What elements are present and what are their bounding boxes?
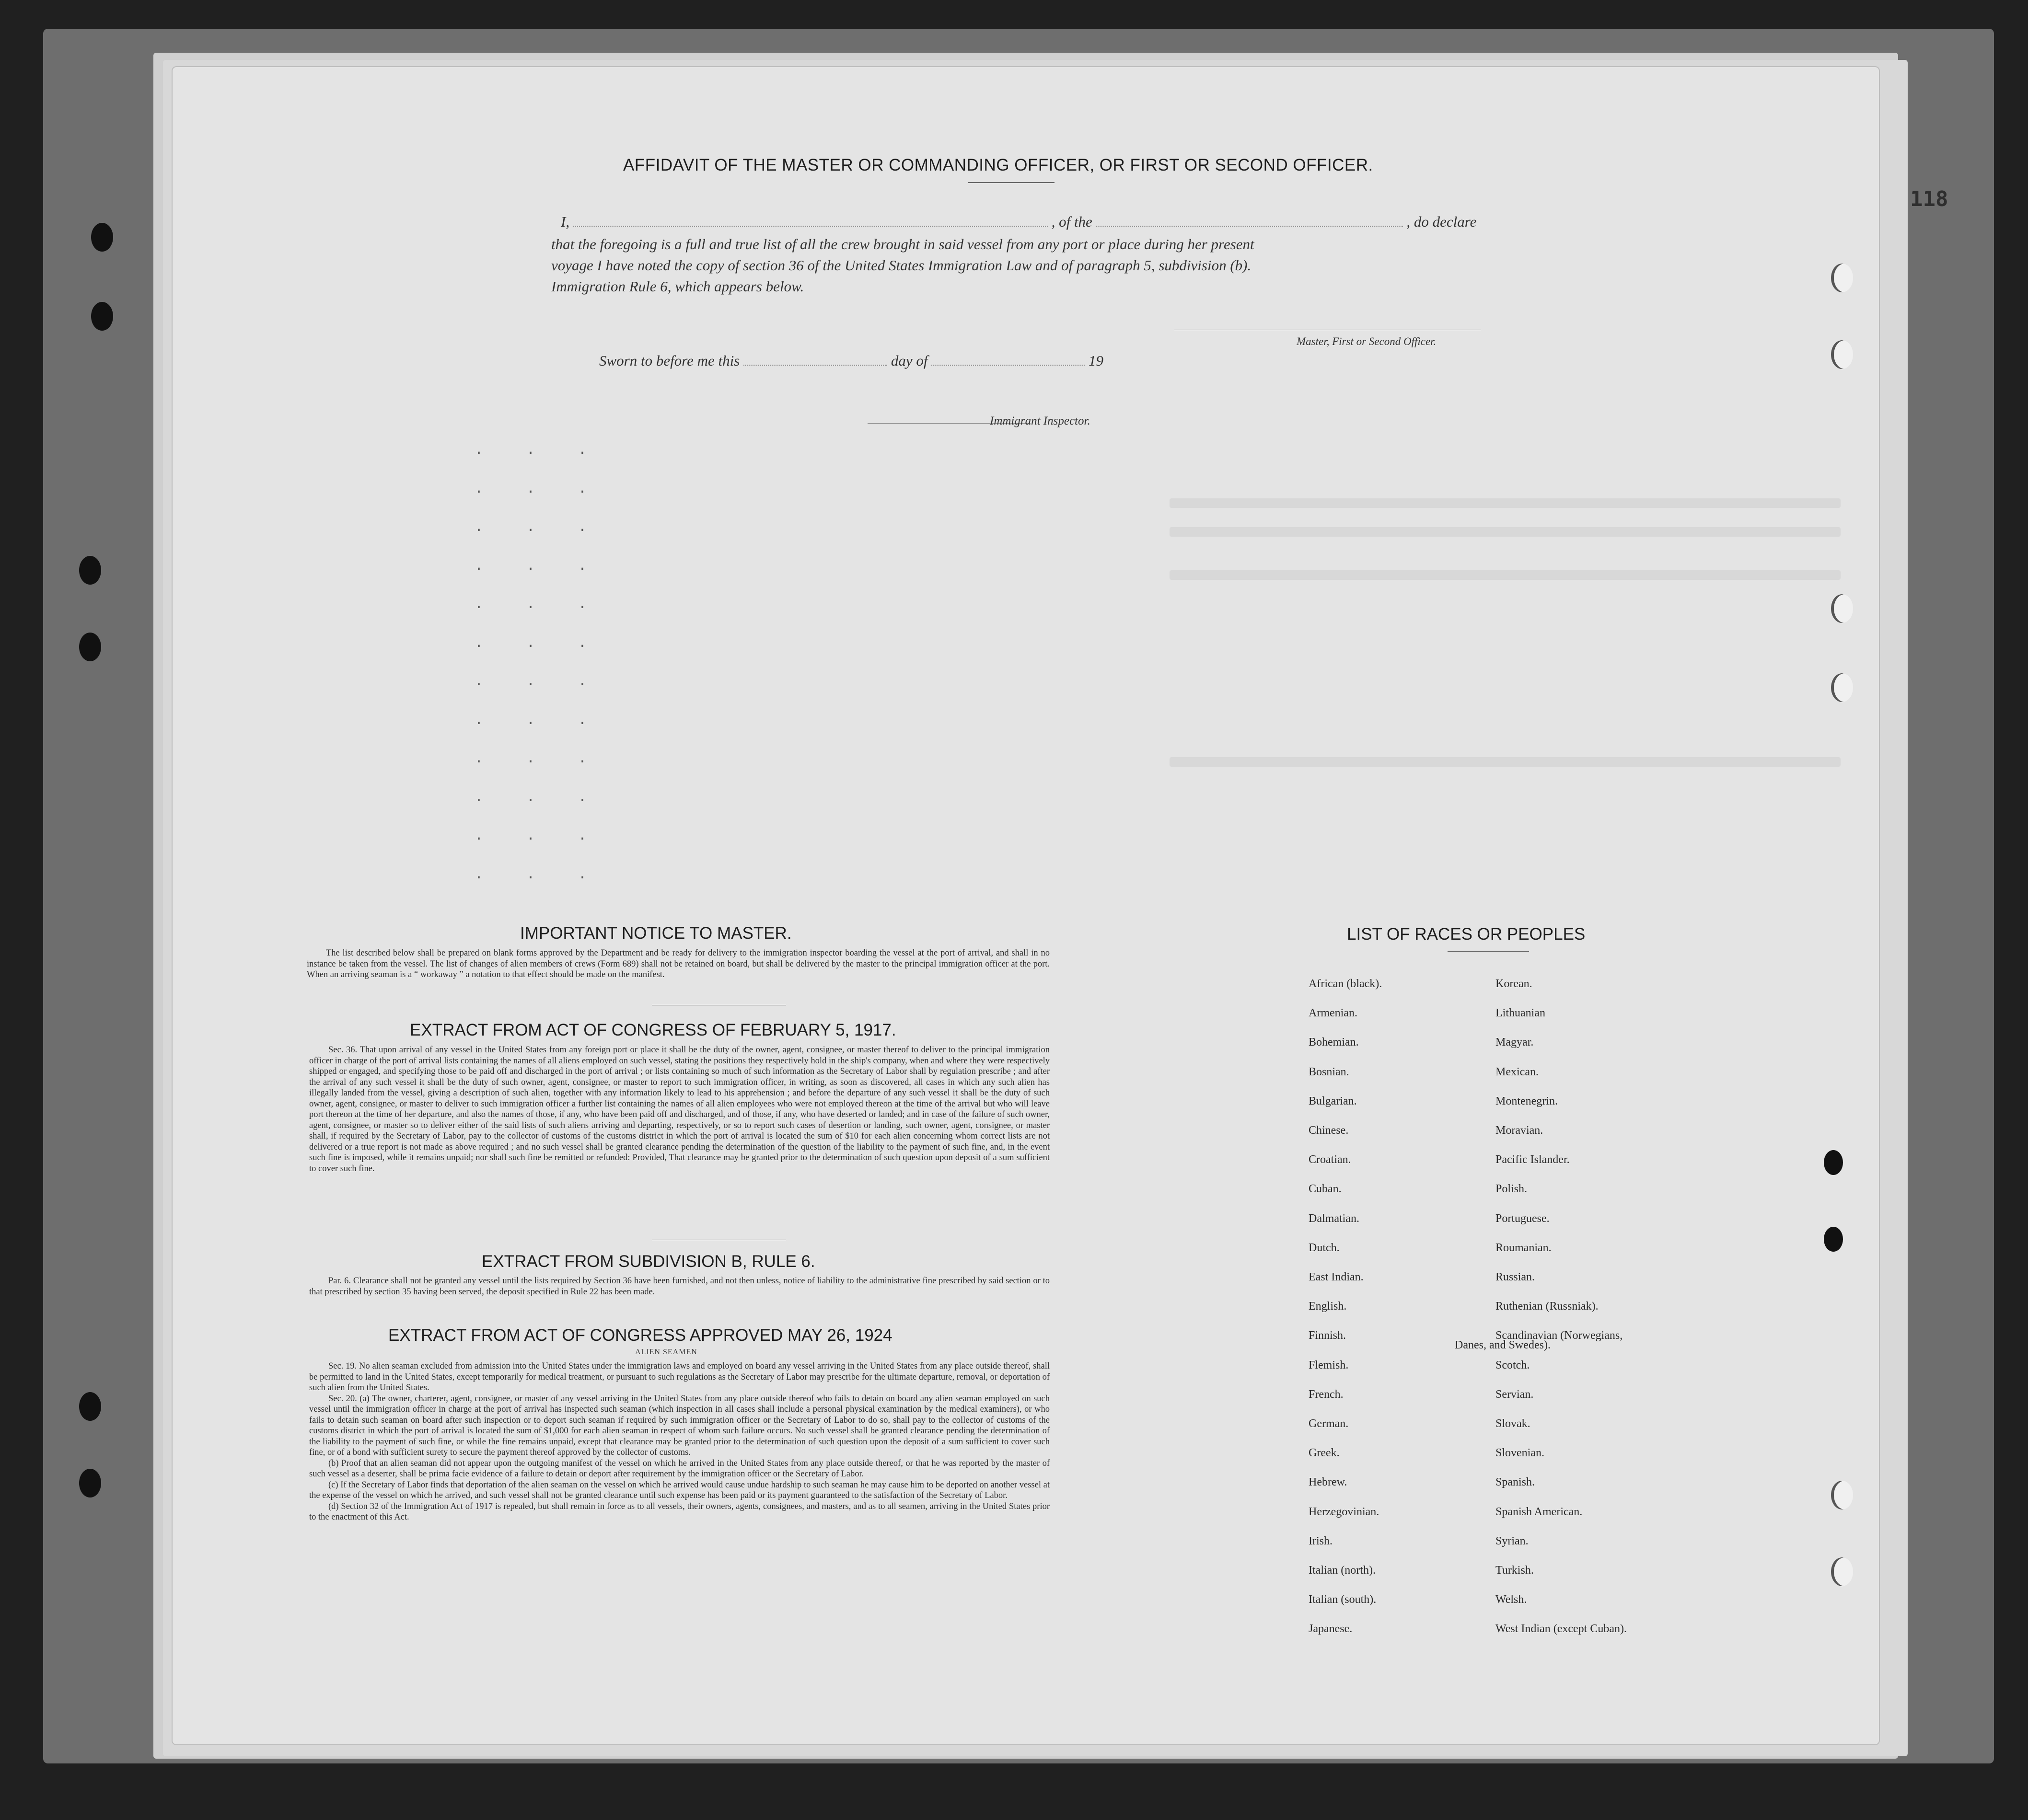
declaration-line-2: that the foregoing is a full and true list of all the crew brought in said vessel from any port or place during her present	[551, 236, 1254, 253]
race-item: Finnish.	[1309, 1329, 1346, 1342]
race-item: Herzegovinian.	[1309, 1505, 1379, 1518]
affidavit-title: AFFIDAVIT OF THE MASTER OR COMMANDING OFFICER, OR FIRST OR SECOND OFFICER.	[623, 156, 1373, 174]
race-item: Ruthenian (Russniak).	[1495, 1300, 1599, 1313]
races-title-rule	[1448, 951, 1529, 952]
sworn-line	[599, 352, 1103, 369]
race-item: German.	[1309, 1417, 1349, 1430]
notice-title: IMPORTANT NOTICE TO MASTER.	[520, 924, 792, 943]
extract-rule6-text	[309, 1276, 1050, 1297]
sec-36-paragraph: Sec. 36. That upon arrival of any vessel in the United States from any foreign port or place it shall be the duty of the owner, agent, consignee, or master thereof to deliver to the principal immigration officer in charge of the port of arrival lists containing the names of all aliens employed on such vessel, stating the positions they respectively hold in the ship's company, when and where they were respectively shipped or engaged, and specifying those to be paid off and discharged in the port of arrival ; or lists containing so much of such information as the Secretary of Labor shall by regulation prescribe ; and after the arrival of any such vessel it shall be the duty of such owner, agent, consignee, or master to report to such immigration officer, in writing, as soon as discovered, all cases in which any such alien has illegally landed from the vessel, giving a description of such alien, together with any information likely to lead to his apprehension ; and before the departure of any such vessel it shall be the duty of such owner, agent, consignee, or master to deliver to such immigration officer a further list containing the names of all alien employees who were not employed thereon at the time of the arrival but who will leave port thereon at the time of her departure, and also the names of those, if any, who have been paid off and discharged, and of those, if any, who have deserted or landed; and in case of the failure of such owner, agent, consignee, or master so to deliver either of the said lists of such aliens arriving and departing, respectively, or so to report such cases of desertion or landing, such owner, agent, consignee, or master shall, if required by the Secretary of Labor, pay to the collector of customs of the customs district in which the port of arrival is located the sum of $10 for each alien concerning whom correct lists are not delivered or a true report is not made as above required ; and no such vessel shall be granted clearance pending the determination of the question of the liability to the payment of such fine, and, in the event such fine is imposed, while it remains unpaid; nor shall such fine be remitted or refunded: Provided, That clearance may be granted prior to the determination of such question upon deposit of a sum sufficient to cover such fine.	[309, 1045, 1050, 1174]
race-item: Italian (south).	[1309, 1593, 1377, 1606]
sworn-text: Sworn to before me this	[599, 352, 740, 369]
binder-hole	[79, 1392, 101, 1421]
race-item: Russian.	[1495, 1271, 1535, 1283]
race-item: Montenegrin.	[1495, 1094, 1558, 1107]
extract-rule6-title: EXTRACT FROM SUBDIVISION B, RULE 6.	[482, 1252, 815, 1271]
race-item: Chinese.	[1309, 1124, 1349, 1137]
stamp-number-top-right: 118	[1910, 187, 1948, 211]
declaration-line-3: voyage I have noted the copy of section 36 of the United States Immigration Law and of paragraph 5, subdivision (b).	[551, 257, 1252, 274]
declaration-end: , do declare	[1406, 213, 1477, 230]
race-item: Lithuanian	[1495, 1007, 1545, 1020]
sec-19-paragraph: Sec. 19. No alien seaman excluded from admission into the United States under the immigration laws and employed on board any vessel arriving in the United States from any place outside thereof, shall be permitted to land in the United States, except temporarily for medical treatment, or pursuant to such regulations as the Secretary of Labor may prescribe for the ultimate departure, removal, or deportation of such alien from the United States.	[309, 1361, 1050, 1393]
row-marks: . . . . . . . . . . . . . . . . . . . . . . . . . . . . . . . . . . . .	[475, 442, 604, 883]
race-item: Mexican.	[1495, 1065, 1539, 1078]
race-item: Bosnian.	[1309, 1065, 1349, 1078]
race-item: Scandinavian (Norwegians,	[1495, 1329, 1623, 1342]
race-item: English.	[1309, 1300, 1347, 1313]
binder-hole	[91, 223, 113, 252]
binder-hole	[79, 556, 101, 585]
punch-hole	[1831, 1481, 1853, 1509]
race-item: Welsh.	[1495, 1593, 1527, 1606]
declaration-line-4: Immigration Rule 6, which appears below.	[551, 278, 804, 295]
punch-hole	[1831, 340, 1853, 369]
race-item: Moravian.	[1495, 1124, 1543, 1137]
signature-label: Master, First or Second Officer.	[1297, 335, 1437, 347]
sworn-year: 19	[1088, 352, 1103, 369]
race-item: Pacific Islander.	[1495, 1153, 1570, 1166]
alien-seamen-subtitle: ALIEN SEAMEN	[635, 1348, 697, 1356]
sec-20a-paragraph: Sec. 20. (a) The owner, charterer, agent, consignee, or master of any vessel arriving in the United States from any place outside thereof who fails to detain on board any alien seaman employed on such vessel until the immigration officer in charge at the port of arrival has inspected such seaman (which inspection in all cases shall include a personal physical examination by the medical examiners), or who fails to detain such seaman on board after such inspection or to deport such seaman if required by such immigration officer or the Secretary of Labor to do so, shall pay to the collector of customs of the customs district in which the port of arrival is located the sum of $1,000 for each alien seaman in respect of whom such failure occurs. No such vessel shall be granted clearance pending the determination of the liability to the payment of such fine, or while the fine remains unpaid, except that clearance may be granted prior to the determination of such question upon the deposit of a sum sufficient to cover such fine, or of a bond with sufficient surety to secure the payment thereof approved by the collector of customs.	[309, 1394, 1050, 1457]
title-rule	[968, 182, 1055, 183]
extract-1924-text	[309, 1361, 1050, 1523]
race-item: Roumanian.	[1495, 1241, 1552, 1254]
sworn-month-blank[interactable]	[931, 365, 1085, 366]
race-item: Spanish.	[1495, 1476, 1535, 1489]
sworn-day-of: day of	[891, 352, 928, 369]
race-item: Scotch.	[1495, 1359, 1530, 1371]
declaration-of-the: , of the	[1051, 213, 1092, 230]
race-item: Greek.	[1309, 1447, 1340, 1460]
race-item: Croatian.	[1309, 1153, 1351, 1166]
punch-hole	[1831, 1557, 1853, 1586]
race-item: Bohemian.	[1309, 1036, 1359, 1049]
punch-hole	[1831, 673, 1853, 702]
race-item: Irish.	[1309, 1534, 1333, 1547]
bleed-through-mark	[1170, 757, 1841, 767]
bleed-through-mark	[1170, 527, 1841, 537]
race-item: Japanese.	[1309, 1623, 1353, 1636]
race-item: West Indian (except Cuban).	[1495, 1623, 1627, 1636]
race-item: Servian.	[1495, 1388, 1534, 1401]
declaration-line-1	[561, 213, 1476, 230]
declaration-i: I,	[561, 213, 570, 230]
race-item: Flemish.	[1309, 1359, 1349, 1371]
race-item: Italian (north).	[1309, 1564, 1376, 1577]
race-item: Cuban.	[1309, 1183, 1342, 1196]
race-item: Korean.	[1495, 978, 1532, 990]
notice-paragraph: The list described below shall be prepared on blank forms approved by the Department and be ready for delivery to the immigration inspector boarding the vessel at the port of arrival, and shall in no instance be taken from the vessel. The list of changes of alien members of crews (Form 689) shall not be retained on board, but shall be delivered by the master to the principal immigration officer at the port. When an arriving seaman is a “ workaway ” a notation to that effect should be made on the manifest.	[307, 948, 1050, 979]
race-item: Spanish American.	[1495, 1505, 1583, 1518]
vessel-blank[interactable]	[1096, 226, 1403, 227]
binder-hole	[79, 1469, 101, 1497]
race-item: African (black).	[1309, 978, 1382, 990]
binder-hole	[79, 633, 101, 661]
par-6-paragraph: Par. 6. Clearance shall not be granted any vessel until the lists required by Section 36 have been furnished, and not then unless, notice of liability to the administrative fine prescribed by said section or to that prescribed by section 35 having been served, the deposit specified in Rule 22 has been made.	[309, 1276, 1050, 1297]
sec-20b-paragraph: (b) Proof that an alien seaman did not appear upon the outgoing manifest of the vessel on which he arrived in the United States from any place outside thereof, or that he was reported by the master of such vessel as a deserter, shall be prima facie evidence of a failure to detain or deport after requirement by the immigration officer or the Secretary of Labor.	[309, 1458, 1050, 1479]
punch-hole	[1824, 1227, 1843, 1252]
race-item: Danes, and Swedes).	[1455, 1339, 1551, 1351]
bleed-through-mark	[1170, 570, 1841, 580]
race-item: French.	[1309, 1388, 1344, 1401]
sworn-day-blank[interactable]	[743, 365, 887, 366]
notice-text	[307, 948, 1050, 980]
race-item: Turkish.	[1495, 1564, 1534, 1577]
binder-hole	[91, 302, 113, 331]
punch-hole	[1831, 594, 1853, 623]
race-item: Syrian.	[1495, 1534, 1529, 1547]
race-item: Slovak.	[1495, 1417, 1530, 1430]
race-item: East Indian.	[1309, 1271, 1364, 1283]
name-blank[interactable]	[573, 226, 1048, 227]
race-item: Dutch.	[1309, 1241, 1340, 1254]
extract-1917-text	[309, 1045, 1050, 1174]
bleed-through-mark	[1170, 498, 1841, 508]
race-item: Hebrew.	[1309, 1476, 1347, 1489]
race-item: Dalmatian.	[1309, 1212, 1359, 1225]
sec-20c-paragraph: (c) If the Secretary of Labor finds that deportation of the alien seaman on the vessel on which he arrived would cause undue hardship to such seaman he may cause him to be deported on another vessel at the expense of the vessel on which he arrived, and such vessel shall not be granted clearance until such expense has been paid or its payment guaranteed to the satisfaction of the Secretary of Labor.	[309, 1480, 1050, 1500]
document-page	[173, 67, 1879, 1744]
extract-1924-title: EXTRACT FROM ACT OF CONGRESS APPROVED MAY 26, 1924	[388, 1326, 892, 1345]
race-item: Armenian.	[1309, 1007, 1357, 1020]
race-item: Slovenian.	[1495, 1447, 1544, 1460]
sec-20d-paragraph: (d) Section 32 of the Immigration Act of 1917 is repealed, but shall remain in force as to all vessels, their owners, agents, consignees, and masters, and as to all seamen, arriving in the United States prior to the enactment of this Act.	[309, 1501, 1050, 1522]
race-item: Polish.	[1495, 1183, 1528, 1196]
punch-hole	[1824, 1150, 1843, 1175]
inspector-label: Immigrant Inspector.	[990, 415, 1090, 427]
extract-1917-title: EXTRACT FROM ACT OF CONGRESS OF FEBRUARY 5, 1917.	[410, 1021, 896, 1039]
race-item: Portuguese.	[1495, 1212, 1550, 1225]
punch-hole	[1831, 264, 1853, 292]
race-item: Magyar.	[1495, 1036, 1534, 1049]
race-item: Bulgarian.	[1309, 1094, 1357, 1107]
races-title: LIST OF RACES OR PEOPLES	[1347, 925, 1586, 944]
